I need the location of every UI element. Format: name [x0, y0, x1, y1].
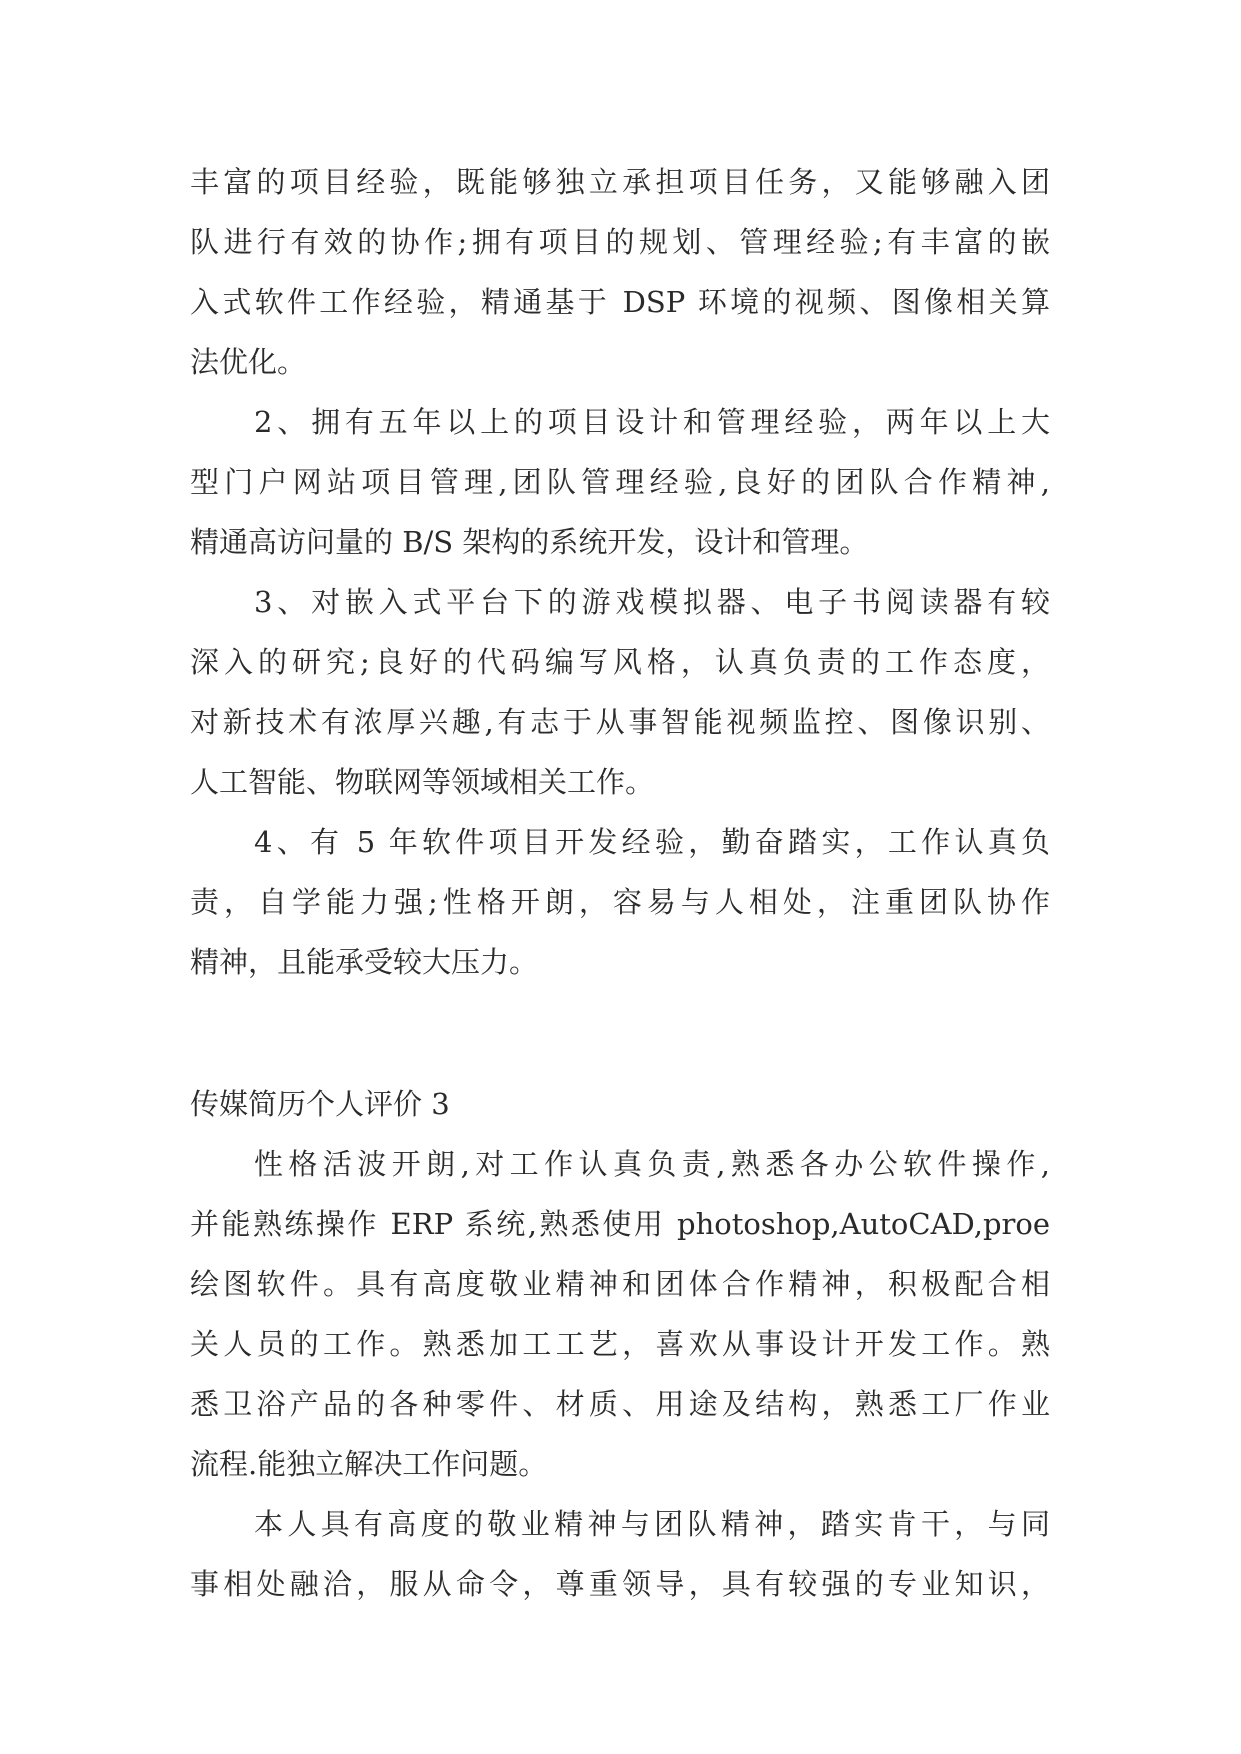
text-line: 人工智能、物联网等领域相关工作。 — [190, 765, 655, 799]
paragraph-2 — [190, 1494, 1050, 1614]
paragraph-1 — [190, 1134, 1050, 1494]
text-line: 精神，且能承受较大压力。 — [190, 945, 539, 979]
text-line: 3、对嵌入式平台下的游戏模拟器、电子书阅读器有较 — [254, 585, 1050, 619]
text-line: 深入的研究;良好的代码编写风格，认真负责的工作态度， — [190, 645, 1050, 679]
document-body — [190, 152, 1050, 1614]
text-line: 型门户网站项目管理,团队管理经验,良好的团队合作精神, — [190, 465, 1050, 499]
text-line: 法优化。 — [190, 345, 307, 379]
text-line: 性格活波开朗,对工作认真负责,熟悉各办公软件操作, — [254, 1147, 1050, 1181]
section-spacer — [190, 992, 1050, 1074]
text-line: 本人具有高度的敬业精神与团队精神，踏实肯干，与同 — [254, 1507, 1050, 1541]
text-line: 队进行有效的协作;拥有项目的规划、管理经验;有丰富的嵌 — [190, 225, 1050, 259]
text-line: 并能熟练操作 ERP 系统,熟悉使用 photoshop,AutoCAD,proe — [190, 1207, 1050, 1241]
text-line: 悉卫浴产品的各种零件、材质、用途及结构，熟悉工厂作业 — [190, 1387, 1050, 1421]
text-line: 关人员的工作。熟悉加工工艺，喜欢从事设计开发工作。熟 — [190, 1327, 1050, 1361]
text-line: 责，自学能力强;性格开朗，容易与人相处，注重团队协作 — [190, 885, 1050, 919]
text-line: 精通高访问量的 B/S 架构的系统开发，设计和管理。 — [190, 525, 869, 559]
text-line: 丰富的项目经验，既能够独立承担项目任务，又能够融入团 — [190, 165, 1050, 199]
text-line: 事相处融洽，服从命令，尊重领导，具有较强的专业知识， — [190, 1567, 1050, 1601]
section-heading: 传媒简历个人评价 3 — [190, 1087, 450, 1121]
text-line: 对新技术有浓厚兴趣,有志于从事智能视频监控、图像识别、 — [190, 705, 1050, 739]
list-item-3 — [190, 572, 1050, 812]
text-line: 流程.能独立解决工作问题。 — [190, 1447, 548, 1481]
text-line: 2、拥有五年以上的项目设计和管理经验，两年以上大 — [254, 405, 1050, 439]
text-line: 入式软件工作经验，精通基于 DSP 环境的视频、图像相关算 — [190, 285, 1050, 319]
list-item-4 — [190, 812, 1050, 992]
list-item-2 — [190, 392, 1050, 572]
text-line: 4、有 5 年软件项目开发经验，勤奋踏实，工作认真负 — [254, 825, 1050, 859]
text-line: 绘图软件。具有高度敬业精神和团体合作精神，积极配合相 — [190, 1267, 1050, 1301]
paragraph-continued — [190, 152, 1050, 392]
